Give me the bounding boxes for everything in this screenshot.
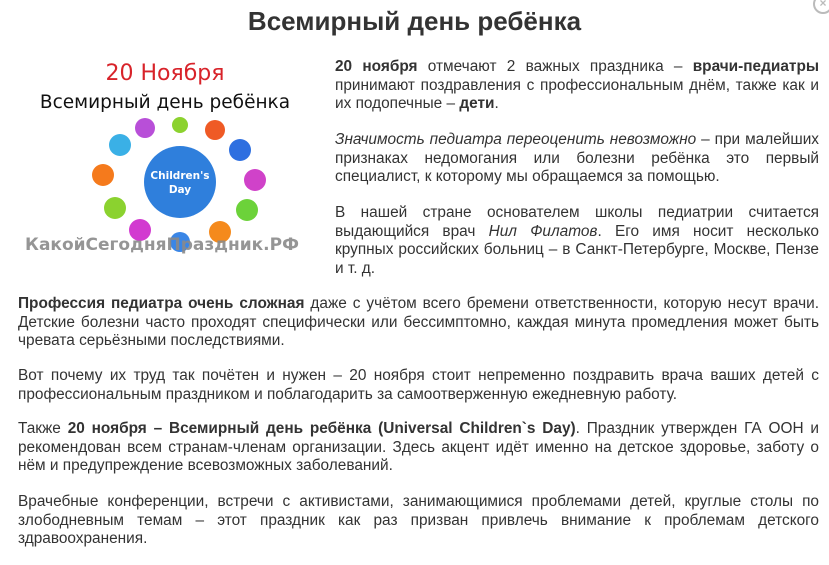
italic-text: Нил Филатов xyxy=(488,222,598,240)
bold-text: дети xyxy=(459,95,495,112)
badge-text: Children's xyxy=(150,170,210,182)
close-icon[interactable]: × xyxy=(813,0,829,14)
paragraph xyxy=(335,58,819,114)
image-date: 20 Ноября xyxy=(105,61,225,86)
text: В нашей стране основателем школы педиатрии считается выдающийся врач xyxy=(335,204,819,240)
text: даже с учётом всего бремени ответственности, которую несут врачи. Детские болезни часто проходят специфически или бессимптомно, каждая минута промедления может быть чревата серьёзными последствиями. xyxy=(18,295,819,349)
paragraph xyxy=(335,131,819,187)
bold-text: 20 ноября – Всемирный день ребёнка (Universal Children`s Day) xyxy=(67,420,576,437)
paragraph xyxy=(18,367,819,404)
bold-text: Профессия педиатра очень сложная xyxy=(18,295,305,312)
badge-text: Day xyxy=(168,184,192,196)
italic-text: Значимость педиатра переоценить невозможно xyxy=(335,131,697,148)
paragraph xyxy=(335,204,819,278)
text: отмечают 2 важных праздника – xyxy=(417,58,693,75)
text: . Праздник утвержден ГА ООН и рекомендован всем странам-членам организации. Здесь акцент идёт именно на детское здоровье, заботу о нём и предупреждение всевозможных заболеваний. xyxy=(18,420,819,474)
text: . Его имя носит несколько крупных российских больниц – в Санкт-Петербурге, Москве, Пензе и т. д. xyxy=(335,222,819,277)
page-title: Всемирный день ребёнка xyxy=(247,6,582,36)
text: Вот почему их труд так почётен и нужен – 20 ноября стоит непременно поздравить врача ваших детей с профессиональным праздником и поблагодарить за самоотверженную ежедневную работу. xyxy=(18,367,819,403)
text: – при малейших признаках недомогания или болезни ребёнка это первый специалист, к которому мы обращаемся за помощью. xyxy=(335,131,819,185)
paragraph xyxy=(18,295,819,351)
text: Также xyxy=(18,420,68,437)
childrens-day-badge xyxy=(144,146,216,218)
text: Врачебные конференции, встречи с активистами, занимающимися проблемами детей, круглые столы по злободневным темам – этот праздник как раз призван привлечь внимание к проблемам детского здравоохранения. xyxy=(18,493,819,547)
bold-text: 20 ноября xyxy=(335,58,418,75)
text: . xyxy=(494,95,499,112)
image-caption: Всемирный день ребёнка xyxy=(39,92,291,113)
childrens-day-image xyxy=(15,50,315,270)
paragraph xyxy=(18,493,819,549)
bold-text: врачи-педиатры xyxy=(692,58,819,75)
paragraph xyxy=(18,420,819,476)
text: принимают поздравления с профессиональным днём, также как и их подопечные – xyxy=(335,76,819,112)
watermark: КакойСегодняПраздник.РФ xyxy=(25,235,299,255)
